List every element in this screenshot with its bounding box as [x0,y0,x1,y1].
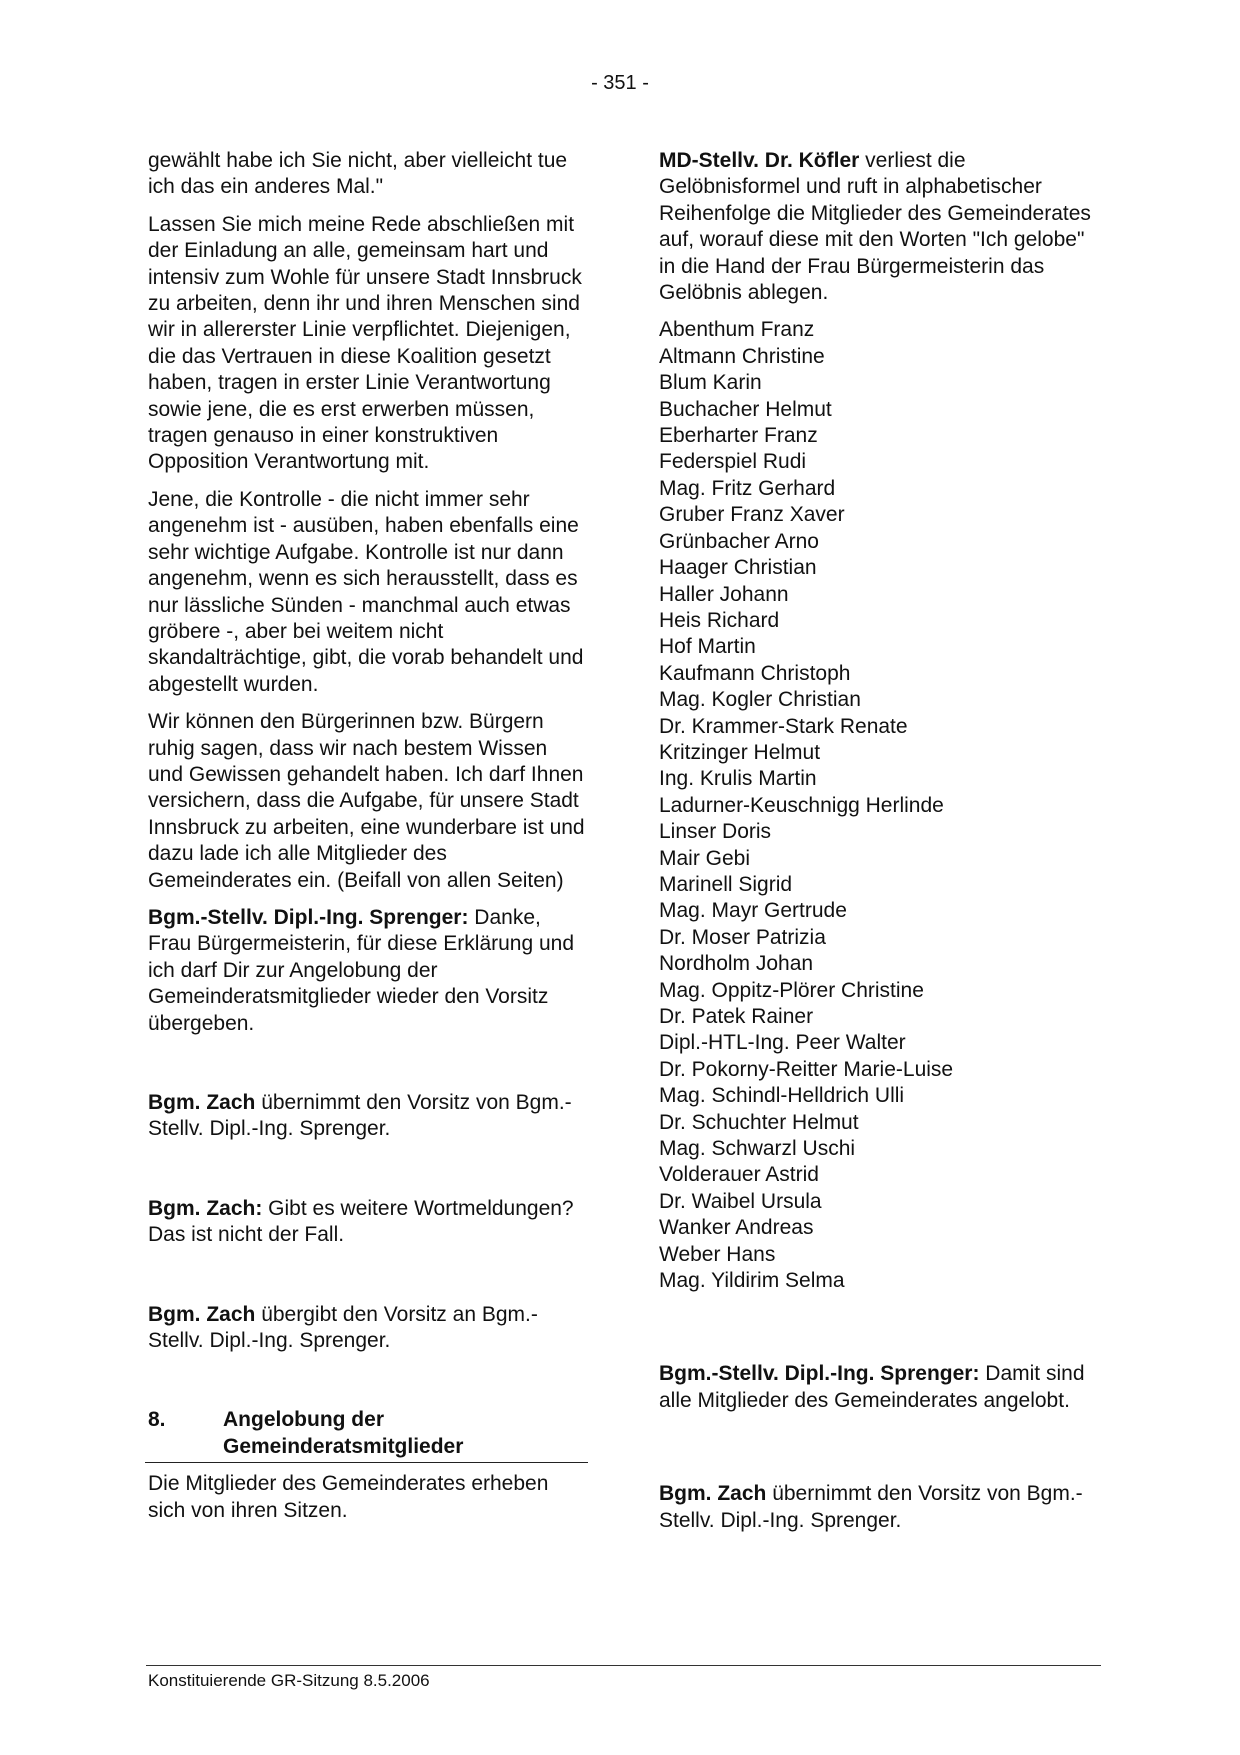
member-name: Haager Christian [659,556,817,580]
member-name: Weber Hans [659,1242,776,1266]
member-list [659,317,1099,1294]
right-column [659,148,1099,1545]
member-name: Mag. Mayr Gertrude [659,899,847,923]
member-name: Blum Karin [659,371,762,395]
member-name: Ing. Krulis Martin [659,767,817,791]
member-name: Ladurner-Keuschnigg Herlinde [659,793,944,817]
speech-paragraph [148,905,588,1037]
member-name: Abenthum Franz [659,318,815,342]
footer-text: Konstituierende GR-Sitzung 8.5.2006 [148,1671,430,1690]
section-title: Angelobung der Gemeinderatsmitglieder [223,1408,464,1458]
member-name: Gruber Franz Xaver [659,503,845,527]
speaker-name: MD-Stellv. Dr. Köfler [659,149,860,172]
section-number: 8. [148,1408,166,1432]
speech-paragraph [148,1196,588,1249]
speech-text: Gibt es weitere Wortmeldungen? Das ist nicht der Fall. [148,1196,574,1247]
member-name: Marinell Sigrid [659,872,793,896]
member-name: Dr. Pokorny-Reitter Marie-Luise [659,1057,954,1081]
section-heading [145,1407,588,1463]
paragraph: Lassen Sie mich meine Rede abschließen mit der Einladung an alle, gemeinsam hart und intensiv zum Wohle für unsere Stadt Innsbruck zu arbeiten, denn ihr und ihren Menschen sind wir in allererster Linie verpflichtet. Diejenigen, die das Vertrauen in diese Koalition gesetzt haben, tragen in erster Linie Verantwortung sowie jene, die es erst erwerben müssen, tragen genauso in einer konstruktiven Opposition Verantwortung mit. [148,212,582,474]
member-name: Haller Johann [659,582,789,606]
speaker-name: Bgm. Zach [659,1482,767,1506]
member-name: Heis Richard [659,608,780,632]
speech-text: übernimmt den Vorsitz von Bgm.-Stellv. Dipl.-Ing. Sprenger. [148,1091,572,1141]
speech-paragraph [659,1361,1099,1414]
speech-paragraph [659,148,1099,306]
speaker-name: Bgm.-Stellv. Dipl.-Ing. Sprenger: [148,905,469,929]
speaker-name: Bgm.-Stellv. Dipl.-Ing. Sprenger: [659,1362,980,1386]
member-name: Eberharter Franz [659,424,818,448]
member-name: Dr. Moser Patrizia [659,925,826,949]
paragraph: Jene, die Kontrolle - die nicht immer sehr angenehm ist - ausüben, haben ebenfalls eine sehr wichtige Aufgabe. Kontrolle ist nur dann angenehm, wenn es sich herausstellt, dass es nur lässliche Sünden - manchmal auch etwas gröbere -, aber bei weitem nicht skandalträchtige, gibt, die vorab behandelt und abgestellt wurden. [148,487,584,696]
speech-text: Danke, Frau Bürgermeisterin, für diese Erklärung und ich darf Dir zur Angelobung der Gemeinderatsmitglieder wieder den Vorsitz übergeben. [148,905,575,1035]
speech-paragraph [148,1090,588,1143]
paragraph: Wir können den Bürgerinnen bzw. Bürgern ruhig sagen, dass wir nach bestem Wissen und Gewissen gehandelt haben. Ich darf Ihnen versichern, dass die Aufgabe, für unsere Stadt Innsbruck zu arbeiten, eine wunderbare ist und dazu lade ich alle Mitglieder des Gemeinderates ein. (Beifall von allen Seiten) [148,710,585,892]
member-name: Hof Martin [659,635,756,659]
footer-divider [146,1665,1101,1666]
paragraph: gewählt habe ich Sie nicht, aber vielleicht tue ich das ein anderes Mal." [148,149,568,199]
member-name: Dipl.-HTL-Ing. Peer Walter [659,1031,906,1055]
member-name: Mag. Oppitz-Plörer Christine [659,978,924,1002]
member-name: Mair Gebi [659,846,751,870]
member-name: Volderauer Astrid [659,1163,819,1187]
member-name: Dr. Krammer-Stark Renate [659,714,908,738]
speaker-name: Bgm. Zach: [148,1196,263,1220]
member-name: Mag. Schwarzl Uschi [659,1137,856,1161]
speech-paragraph [148,1302,588,1355]
member-name: Mag. Yildirim Selma [659,1269,845,1293]
speech-text: verliest die Gelöbnisformel und ruft in alphabetischer Reihenfolge die Mitglieder des Gemeinderates auf, worauf diese mit den Worten "Ich gelobe" in die Hand der Frau Bürgermeisterin das Gelöbnis ablegen. [659,149,1091,305]
member-name: Dr. Patek Rainer [659,1005,814,1028]
member-name: Mag. Kogler Christian [659,688,861,712]
speech-text: Damit sind alle Mitglieder des Gemeinderates angelobt. [659,1362,1085,1412]
member-name: Federspiel Rudi [659,450,807,474]
member-name: Dr. Waibel Ursula [659,1189,822,1213]
speech-text: übernimmt den Vorsitz von Bgm.-Stellv. Dipl.-Ing. Sprenger. [659,1482,1083,1532]
member-name: Wanker Andreas [659,1216,814,1240]
member-name: Kaufmann Christoph [659,661,851,685]
member-name: Nordholm Johan [659,952,814,976]
member-name: Kritzinger Helmut [659,740,821,764]
speaker-name: Bgm. Zach [148,1302,256,1326]
member-name: Buchacher Helmut [659,397,832,421]
member-name: Grünbacher Arno [659,529,819,553]
speech-paragraph [659,1481,1099,1534]
speech-text: übergibt den Vorsitz an Bgm.-Stellv. Dipl.-Ing. Sprenger. [148,1302,538,1353]
member-name: Altmann Christine [659,344,825,368]
left-column [148,148,588,1535]
paragraph: Die Mitglieder des Gemeinderates erheben sich von ihren Sitzen. [148,1472,549,1522]
speaker-name: Bgm. Zach [148,1091,256,1114]
member-name: Mag. Schindl-Helldrich Ulli [659,1084,905,1108]
page-number: - 351 - [591,72,649,94]
member-name: Linser Doris [659,820,772,844]
member-name: Dr. Schuchter Helmut [659,1110,859,1134]
member-name: Mag. Fritz Gerhard [659,476,836,500]
